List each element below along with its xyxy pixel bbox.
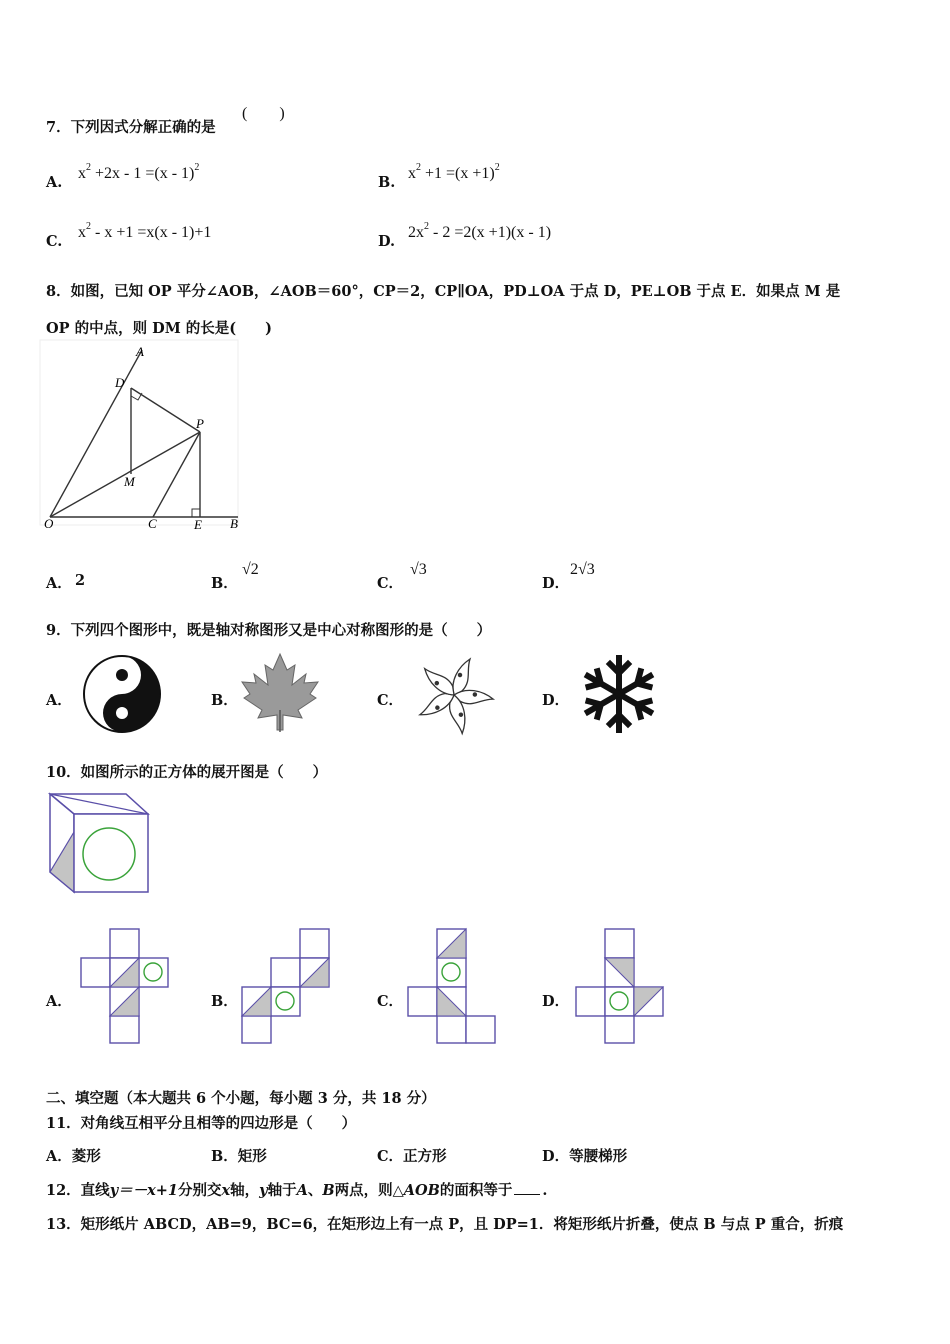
label-d: D <box>115 375 125 390</box>
q10-option-a-label: A． <box>46 993 72 1010</box>
q12-answer-blank <box>514 1182 540 1195</box>
snowflake-icon <box>575 650 665 740</box>
q10-net-c <box>406 927 502 1045</box>
q7-paren: ( ) <box>242 105 285 122</box>
label-e: E <box>194 517 202 532</box>
q10-option-c-label: C． <box>377 993 404 1010</box>
q7-option-b-expr: $x^2 +1 =(x +1)^2$ <box>408 162 500 182</box>
q9-stem: 9．下列四个图形中，既是轴对称图形又是中心对称图形的是（ ） <box>46 622 492 639</box>
q11-option-b: B．矩形 <box>211 1148 267 1165</box>
q11-option-a: A．菱形 <box>46 1148 101 1165</box>
q7-option-a-label: A. <box>46 174 63 191</box>
right-angle-e <box>192 509 200 517</box>
q7-stem: 7．下列因式分解正确的是 <box>46 119 216 136</box>
q13-stem: 13．矩形纸片 ABCD，AB=9，BC=6，在矩形边上有一点 P，且 DP=1．将矩形纸片折叠，使点 B 与点 P 重合，折痕 <box>46 1216 844 1233</box>
q10-net-b <box>240 927 335 1045</box>
q8-geometry-figure <box>40 340 250 540</box>
bauhinia-flower-icon <box>408 650 500 740</box>
label-b: B <box>230 516 238 531</box>
q7-option-d-expr: $2x^2 - 2 =2(x +1)(x - 1)$ <box>408 221 552 241</box>
q7-option-b-label: B. <box>378 174 396 191</box>
q10-stem: 10．如图所示的正方体的展开图是（ ） <box>46 764 328 781</box>
q11-option-c: C．正方形 <box>377 1148 447 1165</box>
section-2-title: 二、填空题（本大题共 6 个小题，每小题 3 分，共 18 分） <box>46 1090 436 1107</box>
q7-option-c-expr: $x^2 - x +1 =x(x - 1)+1$ <box>78 221 212 241</box>
yin-yang-icon <box>80 650 170 740</box>
q8-option-d-value: 2√3 <box>570 561 595 578</box>
q8-line1: 8．如图，已知 OP 平分∠AOB，∠AOB＝60°，CP＝2，CP∥OA，PD⊥OA 于点 D，PE⊥OB 于点 E．如果点 M 是 <box>46 283 841 300</box>
q11-option-d: D．等腰梯形 <box>542 1148 628 1165</box>
cube-figure <box>46 792 156 896</box>
q9-option-b-label: B． <box>211 692 238 709</box>
q8-line2: OP 的中点，则 DM 的长是( ) <box>46 320 273 337</box>
q8-option-c-value: √3 <box>410 561 427 578</box>
q7-option-a-expr: $x^2 +2x - 1 =(x - 1)^2$ <box>78 162 200 182</box>
ray-oa <box>50 350 142 517</box>
q9-option-a-label: A． <box>46 692 72 709</box>
label-p: P <box>196 416 204 431</box>
q11-stem: 11．对角线互相平分且相等的四边形是（ ） <box>46 1115 357 1132</box>
label-a: A <box>136 344 144 359</box>
label-o: O <box>44 516 54 531</box>
q8-option-b-label: B． <box>211 575 238 592</box>
maple-leaf-icon <box>240 650 330 740</box>
q12-stem: 12．直线y＝－x+1分别交x轴，y轴于A、B两点，则△AOB的面积等于 . <box>46 1182 548 1199</box>
q7-option-d-label: D. <box>378 233 396 250</box>
q8-option-a-value: 2 <box>75 572 86 589</box>
q10-option-b-label: B． <box>211 993 238 1010</box>
label-m: M <box>124 474 135 489</box>
q9-option-d-label: D． <box>542 692 570 709</box>
q9-option-c-label: C． <box>377 692 404 709</box>
q10-option-d-label: D． <box>542 993 570 1010</box>
q8-option-b-value: √2 <box>242 561 259 578</box>
q8-option-d-label: D． <box>542 575 570 592</box>
q8-option-c-label: C． <box>377 575 404 592</box>
q10-net-a <box>78 927 170 1045</box>
q8-option-a-label: A． <box>46 575 72 592</box>
q7-option-c-label: C. <box>46 233 63 250</box>
q10-net-d <box>574 927 666 1045</box>
label-c: C <box>148 516 157 531</box>
